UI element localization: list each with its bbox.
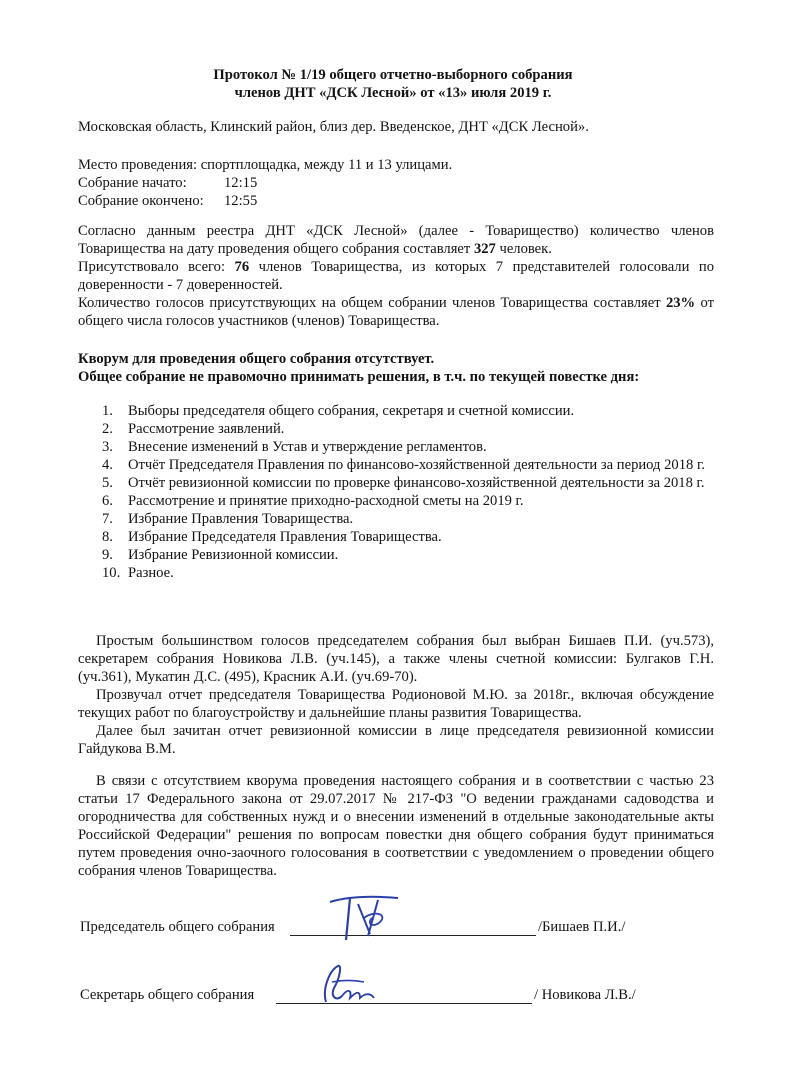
title-line-1: Протокол № 1/19 общего отчетно-выборного собрания: [213, 67, 573, 83]
agenda-item-number: 4.: [102, 457, 113, 473]
agenda-item-number: 9.: [102, 547, 113, 563]
agenda-item-text: Избрание Правления Товарищества.: [128, 511, 354, 527]
registry-present-count: 76: [234, 259, 250, 275]
registry-votes-percent: 23%: [665, 295, 696, 311]
agenda-item-number: 1.: [102, 403, 113, 419]
registry-present-text: Присутствовало всего:: [78, 259, 235, 275]
registry-members-tail: человек.: [495, 241, 552, 257]
agenda-item-number: 10.: [102, 565, 121, 581]
proceedings-election-paragraph: Простым большинством голосов председателем собрания был выбран Бишаев П.И. (уч.573), секретарем собрания Новикова Л.В. (уч.145), а также члены счетной комиссии: Булгаков Г.Н. (уч.361), Мукатин Д.С. (495), Красник А.И. (уч.69-70).: [78, 633, 714, 685]
chair-signature-mark: [320, 888, 410, 948]
agenda-item-number: 3.: [102, 439, 113, 455]
agenda-item-number: 2.: [102, 421, 113, 437]
agenda-item-text: Разное.: [128, 565, 174, 581]
secretary-name: / Новикова Л.В./: [534, 987, 636, 1003]
venue-start-row: [78, 174, 714, 192]
agenda-item: [78, 564, 714, 582]
agenda-block: [78, 402, 714, 582]
venue-place-value: спортплощадка, между 11 и 13 улицами.: [200, 157, 453, 173]
conclusion-block: [78, 772, 714, 880]
venue-end-value: 12:55: [224, 193, 258, 209]
registry-present-tail: членов Товарищества, из которых 7 представителей голосовали по доверенности - 7 доверенностей.: [78, 259, 714, 293]
document-title: [0, 66, 786, 102]
secretary-signature-mark: [312, 958, 392, 1014]
secretary-signature-label: Секретарь общего собрания: [80, 987, 255, 1003]
registry-members-text: Согласно данным реестра ДНТ «ДСК Лесной» (далее - Товарищество) количество членов Товарищества на дату проведения общего собрания составляет: [78, 223, 714, 257]
agenda-item-text: Выборы председателя общего собрания, секретаря и счетной комиссии.: [128, 403, 575, 419]
quorum-block: [78, 350, 714, 386]
registry-members-paragraph: [78, 222, 714, 258]
location-block: [78, 118, 714, 136]
agenda-item-number: 5.: [102, 475, 113, 491]
agenda-item-text: Избрание Председателя Правления Товарищества.: [128, 529, 442, 545]
agenda-item-text: Избрание Ревизионной комиссии.: [128, 547, 339, 563]
venue-end-label: Собрание окончено:: [78, 193, 204, 209]
agenda-item: [78, 420, 714, 438]
chair-signature-row: [80, 900, 720, 940]
registry-present-paragraph: [78, 258, 714, 294]
agenda-item-text: Рассмотрение заявлений.: [128, 421, 285, 437]
registry-block: [78, 222, 714, 330]
agenda-item-number: 6.: [102, 493, 113, 509]
location-line: Московская область, Клинский район, близ дер. Введенское, ДНТ «ДСК Лесной».: [78, 119, 589, 135]
registry-votes-text: Количество голосов присутствующих на общем собрании членов Товарищества составляет: [78, 295, 666, 311]
venue-place-row: [78, 156, 714, 174]
proceedings-block: [78, 632, 714, 758]
agenda-item-text: Отчёт Председателя Правления по финансово-хозяйственной деятельности за период 2018 г.: [128, 457, 705, 473]
registry-members-count: 327: [473, 241, 496, 257]
quorum-line-1: Кворум для проведения общего собрания отсутствует.: [78, 351, 435, 367]
secretary-signature-row: [80, 968, 720, 1008]
agenda-item-text: Рассмотрение и принятие приходно-расходной сметы на 2019 г.: [128, 493, 524, 509]
agenda-item: [78, 546, 714, 564]
venue-place-label: Место проведения:: [78, 157, 198, 173]
venue-end-row: [78, 192, 714, 210]
quorum-line-2: Общее собрание не правомочно принимать решения, в т.ч. по текущей повестке дня:: [78, 369, 640, 385]
venue-block: [78, 156, 714, 210]
agenda-item-text: Внесение изменений в Устав и утверждение регламентов.: [128, 439, 487, 455]
venue-start-value: 12:15: [224, 175, 258, 191]
chair-name: /Бишаев П.И./: [538, 919, 626, 935]
agenda-item: [78, 456, 714, 474]
agenda-item-number: 8.: [102, 529, 113, 545]
agenda-item-number: 7.: [102, 511, 113, 527]
conclusion-paragraph: В связи с отсутствием кворума проведения настоящего собрания и в соответствии с частью 23 статьи 17 Федерального закона от 29.07.2017 № 217-ФЗ "О ведении гражданами садоводства и огородничества для собственных нужд и о внесении изменений в отдельные законодательные акты Российской Федерации" решения по вопросам повестки дня общего собрания будут приниматься путем проведения очно-заочного голосования в соответствии с уведомлением о проведении общего собрания членов Товарищества.: [78, 773, 714, 879]
proceedings-audit-paragraph: Далее был зачитан отчет ревизионной комиссии в лице председателя ревизионной комиссии Гайдукова В.М.: [78, 723, 714, 757]
registry-votes-tail: от общего числа голосов участников (членов) Товарищества.: [78, 295, 714, 329]
agenda-item: [78, 474, 714, 492]
agenda-item: [78, 402, 714, 420]
agenda-item: [78, 510, 714, 528]
agenda-item: [78, 438, 714, 456]
agenda-item-text: Отчёт ревизионной комиссии по проверке финансово-хозяйственной деятельности за 2018 г.: [128, 475, 705, 491]
agenda-list: [78, 402, 714, 582]
registry-votes-paragraph: [78, 294, 714, 330]
title-line-2: членов ДНТ «ДСК Лесной» от «13» июля 2019 г.: [234, 85, 552, 101]
agenda-item: [78, 528, 714, 546]
venue-start-label: Собрание начато:: [78, 175, 187, 191]
proceedings-report-paragraph: Прозвучал отчет председателя Товарищества Родионовой М.Ю. за 2018г., включая обсуждение текущих работ по благоустройству и дальнейшие планы развития Товарищества.: [78, 687, 714, 721]
chair-signature-label: Председатель общего собрания: [80, 919, 275, 935]
agenda-item: [78, 492, 714, 510]
